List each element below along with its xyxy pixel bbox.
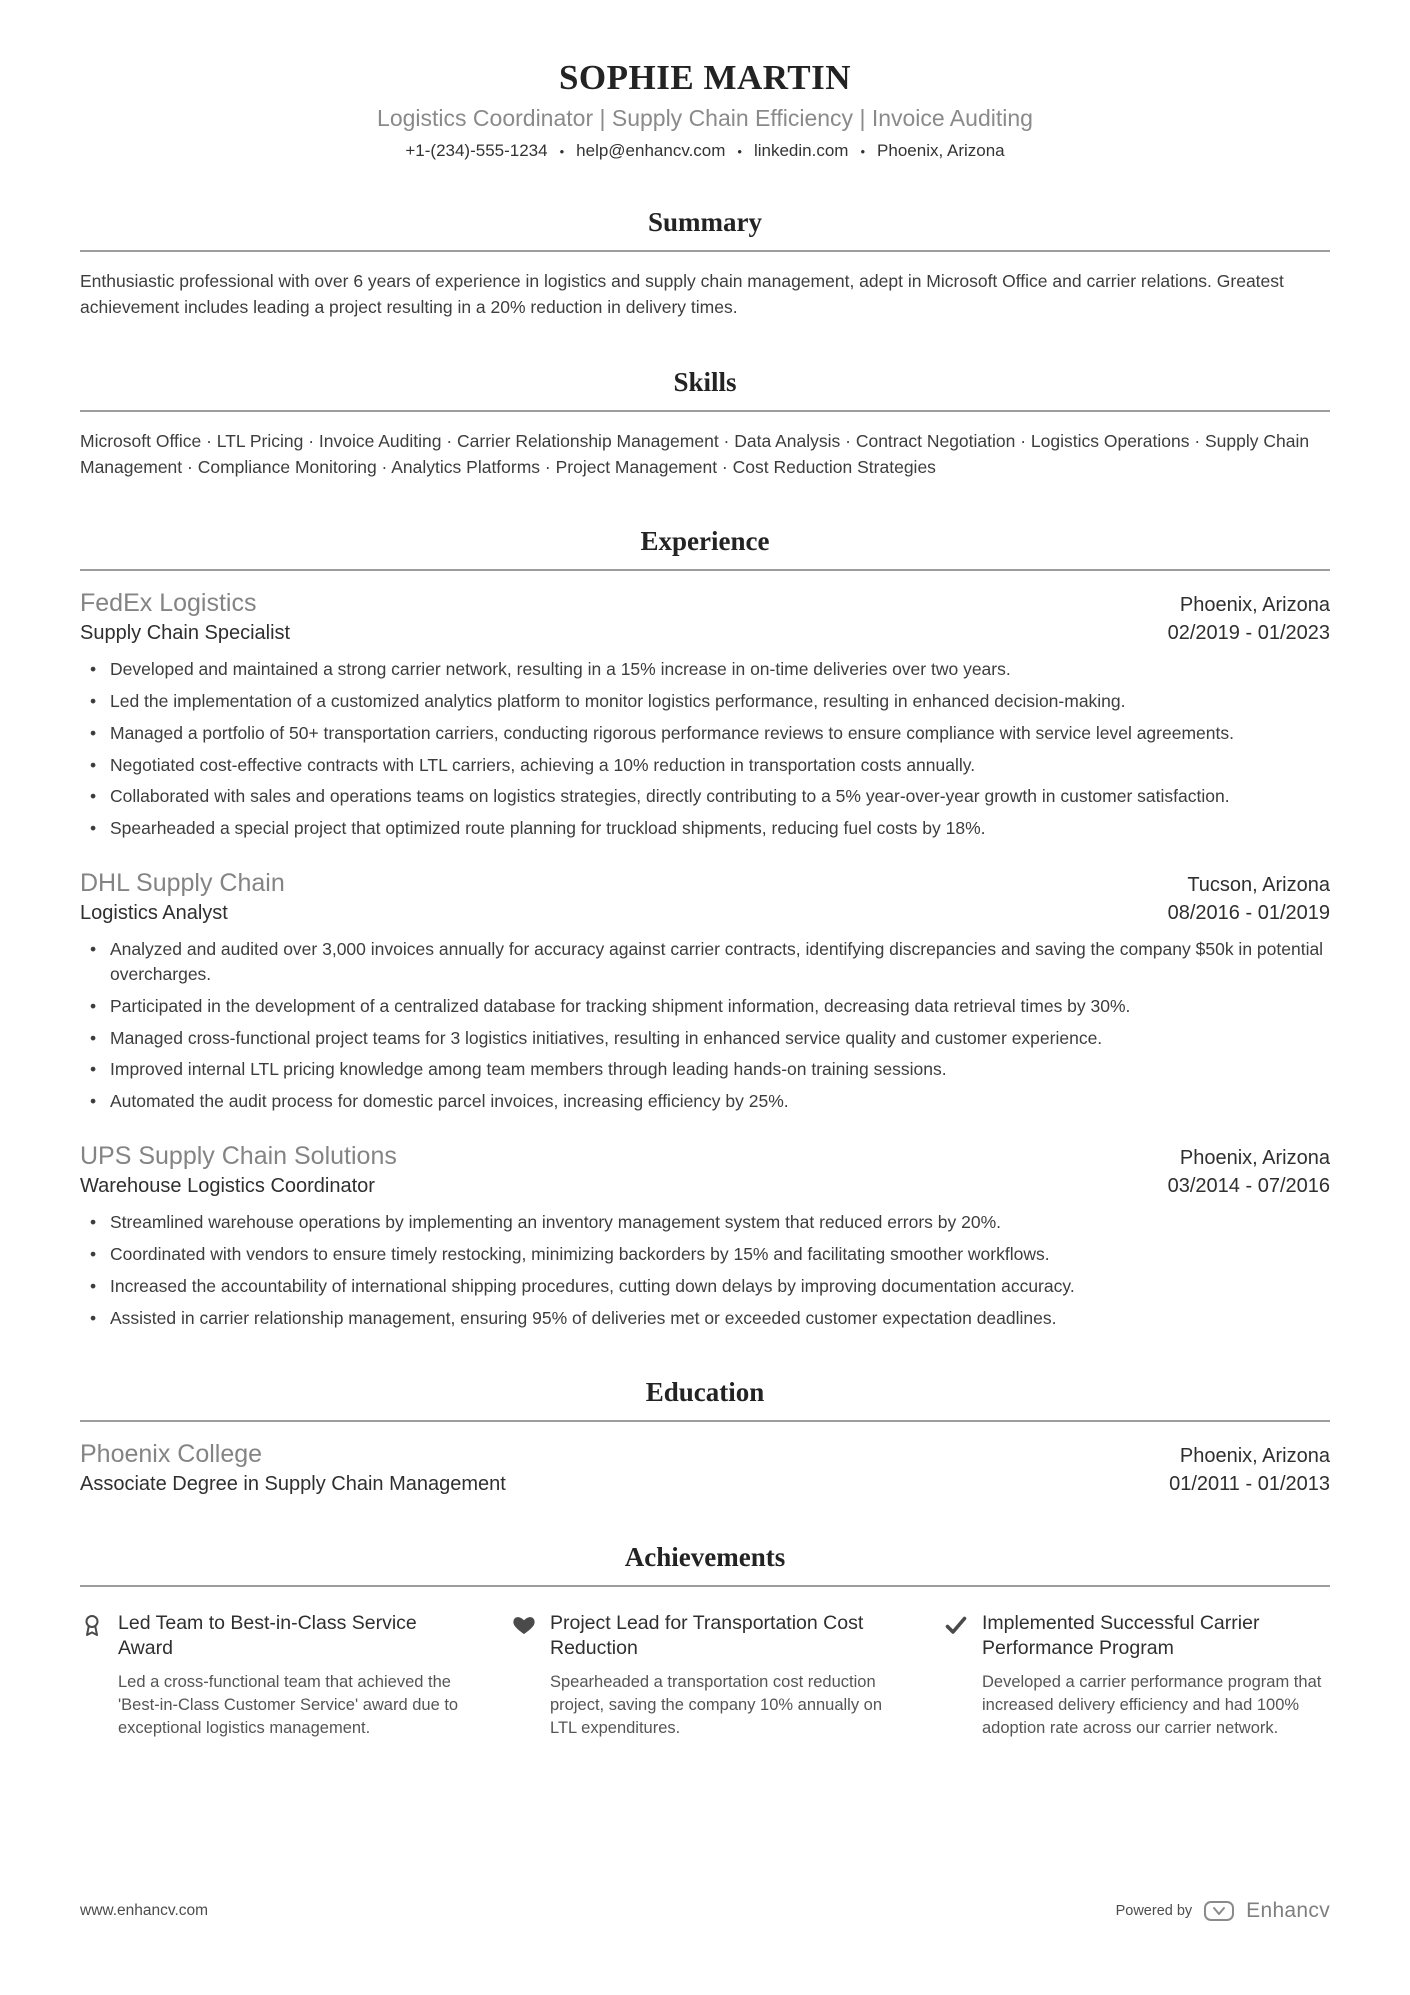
job-dates: 03/2014 - 07/2016 xyxy=(1167,1175,1330,1198)
bullet-item: • Increased the accountability of international shipping procedures, cutting down delays by improving documentation accuracy. xyxy=(80,1274,1330,1299)
powered-by-label: Powered by xyxy=(1115,1903,1193,1919)
enhancv-logo-icon xyxy=(1203,1899,1235,1923)
company-name: UPS Supply Chain Solutions xyxy=(80,1142,397,1171)
page-footer xyxy=(80,1899,1330,1923)
bullet-item: • Participated in the development of a centralized database for tracking shipment information, decreasing data retrieval times by 30%. xyxy=(80,994,1330,1019)
achievement-item xyxy=(80,1611,466,1741)
education-header-row xyxy=(80,1440,1330,1469)
achievement-header xyxy=(512,1611,898,1662)
education-degree-row xyxy=(80,1473,1330,1496)
website-link[interactable]: www.enhancv.com xyxy=(80,1902,209,1919)
enhancv-brand-name: Enhancv xyxy=(1246,1899,1330,1922)
achievement-item xyxy=(944,1611,1330,1741)
job-bullet-list xyxy=(80,657,1330,841)
achievement-header xyxy=(80,1611,466,1662)
experience-entry xyxy=(80,589,1330,841)
achievement-title: Implemented Successful Carrier Performance Program xyxy=(982,1611,1260,1659)
contact-linkedin[interactable]: linkedin.com xyxy=(753,141,849,160)
bullet-item: • Led the implementation of a customized analytics platform to monitor logistics performance, resulting in enhanced decision-making. xyxy=(80,689,1330,714)
job-header-row xyxy=(80,869,1330,898)
bullet-item: • Coordinated with vendors to ensure timely restocking, minimizing backorders by 15% and facilitating smoother workflows. xyxy=(80,1242,1330,1267)
bullet-item: • Negotiated cost-effective contracts with LTL carriers, achieving a 10% reduction in transportation costs annually. xyxy=(80,753,1330,778)
job-role: Warehouse Logistics Coordinator xyxy=(80,1175,375,1198)
job-location: Tucson, Arizona xyxy=(1187,874,1330,897)
section-achievements xyxy=(80,1542,1330,1741)
contact-location: Phoenix, Arizona xyxy=(877,141,1005,160)
contact-separator xyxy=(737,141,742,161)
job-location: Phoenix, Arizona xyxy=(1179,594,1330,616)
job-location: Phoenix, Arizona xyxy=(1179,1147,1330,1170)
job-role: Logistics Analyst xyxy=(80,902,228,925)
degree-title: Associate Degree in Supply Chain Management xyxy=(80,1472,506,1495)
achievement-text: Developed a carrier performance program that increased delivery efficiency and had 100% adoption rate across our carrier network. xyxy=(982,1673,1322,1738)
achievements-grid xyxy=(80,1611,1330,1741)
school-name: Phoenix College xyxy=(80,1439,263,1468)
skills-text: Microsoft Office · LTL Pricing · Invoice Auditing · Carrier Relationship Management · Data Analysis · Contract Negotiation · Logistics Operations · Supply Chain Management · Compliance Monitoring · Analytics Platforms · Project Management · Cost Reduction Strategies xyxy=(80,430,1310,477)
summary-heading: Summary xyxy=(648,207,762,237)
achievement-title: Led Team to Best-in-Class Service Award xyxy=(118,1611,417,1659)
section-education xyxy=(80,1377,1330,1496)
experience-entry xyxy=(80,869,1330,1114)
candidate-title: Logistics Coordinator | Supply Chain Efficiency | Invoice Auditing xyxy=(377,105,1033,131)
education-entry xyxy=(80,1440,1330,1496)
bullet-item: • Automated the audit process for domestic parcel invoices, increasing efficiency by 25%. xyxy=(80,1089,1330,1114)
bullet-item: • Assisted in carrier relationship management, ensuring 95% of deliveries met or exceeded customer expectation deadlines. xyxy=(80,1306,1330,1331)
job-dates: 08/2016 - 01/2019 xyxy=(1167,902,1330,925)
skills-heading: Skills xyxy=(673,366,737,397)
powered-by[interactable] xyxy=(1116,1899,1330,1923)
job-header-row xyxy=(80,1142,1330,1171)
section-summary xyxy=(80,207,1330,321)
section-rule xyxy=(80,410,1330,412)
job-role-row xyxy=(80,622,1330,645)
contact-phone: +1-(234)-555-1234 xyxy=(405,141,548,160)
bullet-item: • Developed and maintained a strong carrier network, resulting in a 15% increase in on-time deliveries over two years. xyxy=(80,657,1330,682)
bullet-item: • Collaborated with sales and operations teams on logistics strategies, directly contributing to a 5% year-over-year growth in customer satisfaction. xyxy=(80,784,1330,809)
achievement-text: Led a cross-functional team that achieved the 'Best-in-Class Customer Service' award due to exceptional logistics management. xyxy=(118,1673,459,1738)
resume-header xyxy=(80,58,1330,161)
education-location: Phoenix, Arizona xyxy=(1179,1444,1330,1467)
section-rule xyxy=(80,1420,1330,1422)
job-role-row xyxy=(80,902,1330,925)
section-rule xyxy=(80,250,1330,252)
experience-entry xyxy=(80,1142,1330,1330)
job-bullet-list xyxy=(80,937,1330,1114)
summary-text: Enthusiastic professional with over 6 years of experience in logistics and supply chain management, adept in Microsoft Office and carrier relations. Greatest achievement includes leading a project resulting in a 20% reduction in delivery times. xyxy=(80,271,1284,318)
section-rule xyxy=(80,1585,1330,1587)
candidate-name: SOPHIE MARTIN xyxy=(558,58,852,97)
company-name: DHL Supply Chain xyxy=(80,869,285,898)
achievement-header xyxy=(944,1611,1330,1662)
job-role-row xyxy=(80,1175,1330,1198)
job-header-row xyxy=(80,589,1330,618)
bullet-item: • Streamlined warehouse operations by implementing an inventory management system that reduced errors by 20%. xyxy=(80,1210,1330,1235)
contact-separator xyxy=(560,141,565,161)
section-experience xyxy=(80,526,1330,1331)
medal-icon xyxy=(80,1613,104,1637)
contact-line xyxy=(80,141,1330,161)
bullet-item: • Spearheaded a special project that optimized route planning for truckload shipments, reducing fuel costs by 18%. xyxy=(80,816,1330,841)
bullet-item: • Improved internal LTL pricing knowledge among team members through leading hands-on training sessions. xyxy=(80,1057,1330,1082)
bullet-item: • Analyzed and audited over 3,000 invoices annually for accuracy against carrier contracts, identifying discrepancies and saving the company $50k in potential overcharges. xyxy=(80,937,1330,987)
education-dates: 01/2011 - 01/2013 xyxy=(1169,1472,1330,1495)
contact-separator xyxy=(860,141,865,161)
achievement-title: Project Lead for Transportation Cost Reduction xyxy=(550,1611,864,1659)
achievement-text: Spearheaded a transportation cost reduction project, saving the company 10% annually on LTL expenditures. xyxy=(550,1673,883,1738)
contact-email[interactable]: help@enhancv.com xyxy=(576,141,726,160)
section-rule xyxy=(80,569,1330,571)
section-skills xyxy=(80,367,1330,481)
company-name: FedEx Logistics xyxy=(80,589,257,617)
education-heading: Education xyxy=(645,1376,765,1407)
job-role: Supply Chain Specialist xyxy=(80,622,291,644)
bullet-item: • Managed cross-functional project teams for 3 logistics initiatives, resulting in enhanced service quality and customer experience. xyxy=(80,1026,1330,1051)
experience-heading: Experience xyxy=(640,526,770,556)
job-bullet-list xyxy=(80,1210,1330,1330)
heart-icon xyxy=(512,1613,536,1637)
bullet-item: • Managed a portfolio of 50+ transportation carriers, conducting rigorous performance reviews to ensure compliance with service level agreements. xyxy=(80,721,1330,746)
achievements-heading: Achievements xyxy=(624,1541,786,1572)
job-dates: 02/2019 - 01/2023 xyxy=(1167,622,1330,644)
achievement-item xyxy=(512,1611,898,1741)
check-icon xyxy=(944,1613,968,1637)
